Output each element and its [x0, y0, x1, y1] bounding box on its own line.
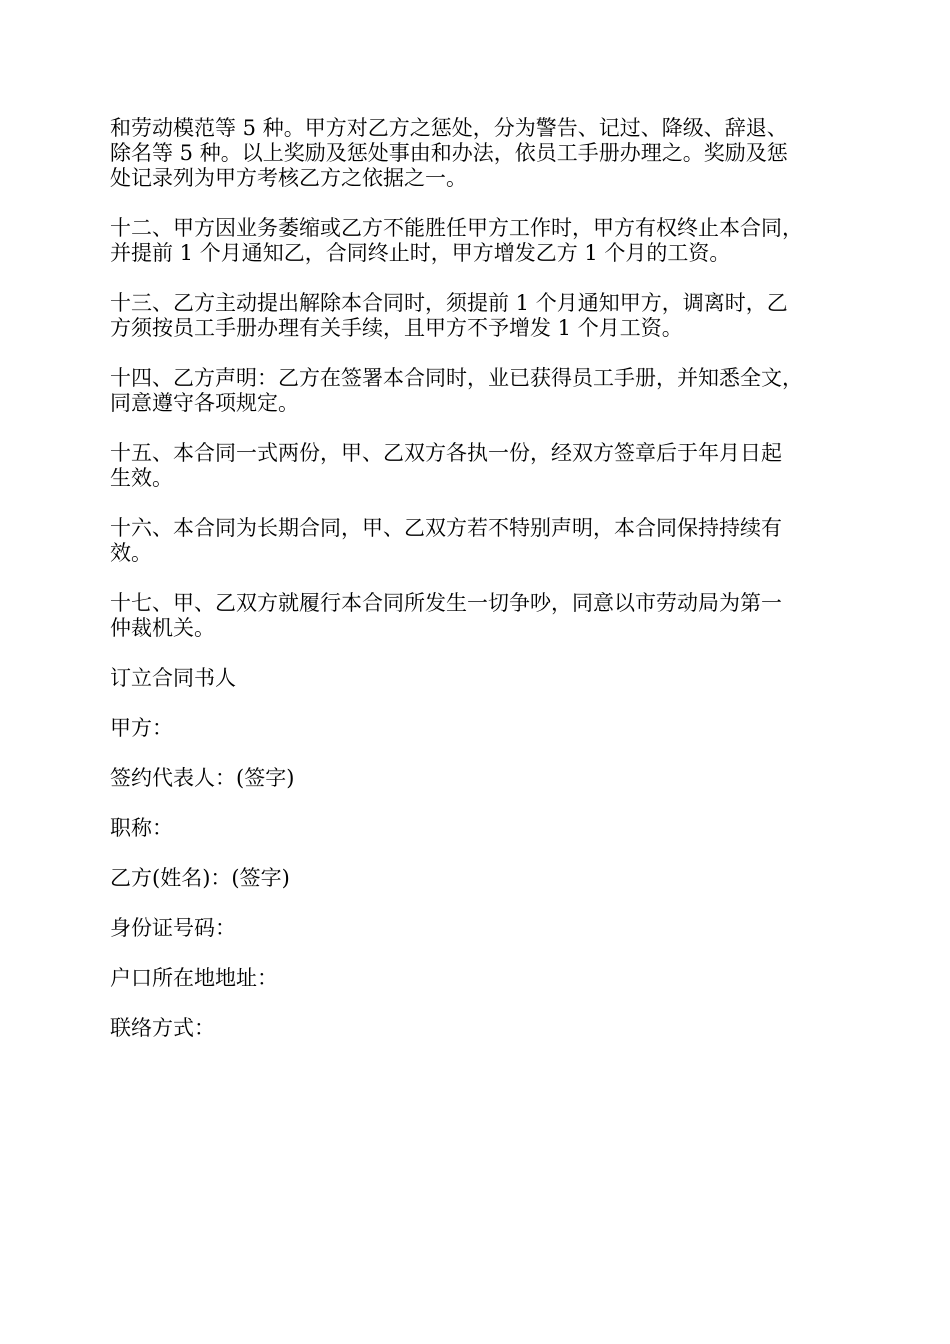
clause-14: 十四、乙方声明：乙方在签署本合同时，业已获得员工手册，并知悉全文， 同意遵守各项规定。 — [110, 366, 803, 415]
household-address-field: 户口所在地地址： — [110, 966, 278, 990]
party-b-name-field: 乙方(姓名)：(签字) — [110, 866, 290, 890]
clause-12: 十二、甲方因业务萎缩或乙方不能胜任甲方工作时，甲方有权终止本合同， 并提前 1 个月通知乙，合同终止时，甲方增发乙方 1 个月的工资。 — [110, 216, 803, 265]
clause-13: 十三、乙方主动提出解除本合同时，须提前 1 个月通知甲方，调离时，乙 方须按员工手册办理有关手续，且甲方不予增发 1 个月工资。 — [110, 291, 788, 340]
paragraph-rewards-punishments: 和劳动模范等 5 种。甲方对乙方之惩处，分为警告、记过、降级、辞退、 除名等 5 种。以上奖励及惩处事由和办法，依员工手册办理之。奖励及惩 处记录列为甲方考核乙方之依据之一。 — [110, 116, 788, 190]
clause-15: 十五、本合同一式两份，甲、乙双方各执一份，经双方签章后于年月日起 生效。 — [110, 441, 782, 490]
job-title-field: 职称： — [110, 816, 173, 840]
clause-16: 十六、本合同为长期合同，甲、乙双方若不特别声明，本合同保持持续有 效。 — [110, 516, 782, 565]
party-a-field: 甲方： — [110, 716, 173, 740]
signatories-heading: 订立合同书人 — [110, 666, 236, 690]
contact-field: 联络方式： — [110, 1016, 215, 1040]
id-number-field: 身份证号码： — [110, 916, 236, 940]
signing-representative-field: 签约代表人：(签字) — [110, 766, 295, 790]
clause-17: 十七、甲、乙双方就履行本合同所发生一切争吵，同意以市劳动局为第一 仲裁机关。 — [110, 591, 782, 640]
document-body — [110, 116, 850, 1066]
